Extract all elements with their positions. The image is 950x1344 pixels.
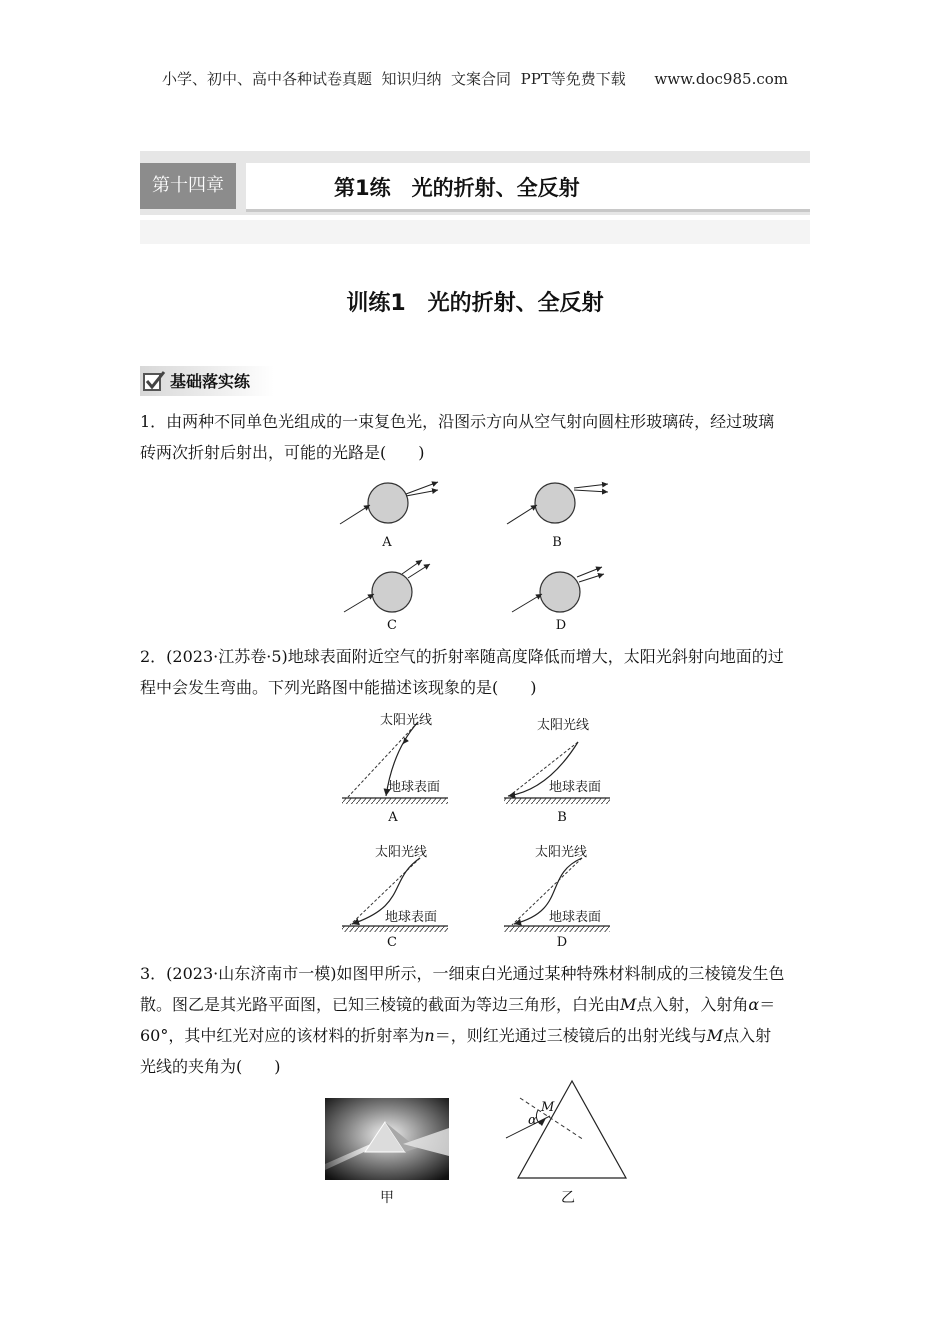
banner-title: 第1练 光的折射、全反射 (334, 176, 580, 200)
question-2-line-2: 程中会发生弯曲。下列光路图中能描述该现象的是( ) (140, 678, 537, 697)
q2-a-ground-label: 地球表面 (388, 780, 441, 795)
fig-yi-caption: 乙 (561, 1190, 575, 1206)
q1-option-c-diagram (344, 560, 430, 612)
q2-option-a-label: A (388, 810, 398, 825)
point-m-label: M (541, 1100, 555, 1115)
q2-option-d-label: D (556, 935, 568, 950)
q2-d-sun-label: 太阳光线 (535, 845, 588, 860)
q2-c-sun-label: 太阳光线 (375, 845, 428, 860)
q1-option-d-label: D (555, 618, 567, 633)
q2-d-ground-label: 地球表面 (549, 910, 602, 925)
fig-jia-caption: 甲 (380, 1190, 394, 1206)
question-3-line-3: 60°，其中红光对应的该材料的折射率为n＝，则红光通过三棱镜后的出射光线与M点入射 (140, 1026, 772, 1045)
q2-b-sun-label: 太阳光线 (537, 718, 590, 733)
page-title: 训练1 光的折射、全反射 (346, 291, 604, 316)
q1-option-d-diagram (512, 567, 604, 612)
q1-option-c-label: C (387, 618, 397, 633)
question-2-line-1: 2．(2023·江苏卷·5)地球表面附近空气的折射率随高度降低而增大，太阳光斜射向地面的过 (140, 647, 784, 666)
question-1-line-2: 砖两次折射后射出，可能的光路是( ) (140, 443, 425, 462)
q2-c-ground-label: 地球表面 (385, 910, 438, 925)
q1-option-a-diagram (340, 482, 438, 524)
question-3-line-1: 3．(2023·山东济南市一模)如图甲所示，一细束白光通过某种特殊材料制成的三棱镜发生色 (140, 964, 785, 983)
q1-option-a-label: A (382, 535, 392, 550)
q2-option-b-label: B (557, 810, 567, 825)
checkbox-icon (142, 368, 168, 394)
question-3-line-2: 散。图乙是其光路平面图，已知三棱镜的截面为等边三角形，白光由M点入射，入射角α＝ (140, 995, 776, 1014)
q2-b-ground-label: 地球表面 (549, 780, 602, 795)
prism-photo (325, 1098, 449, 1180)
q2-a-sun-label: 太阳光线 (380, 713, 433, 728)
angle-alpha-label: α (528, 1113, 537, 1128)
chapter-tag: 第十四章 (140, 163, 236, 209)
question-3-line-4: 光线的夹角为( ) (140, 1057, 281, 1076)
question-1-line-1: 1．由两种不同单色光组成的一束复色光，沿图示方向从空气射向圆柱形玻璃砖，经过玻璃 (140, 412, 775, 431)
q1-option-b-label: B (552, 535, 562, 550)
section-label: 基础落实练 (170, 372, 251, 391)
banner-shadow (140, 220, 810, 244)
prism-diagram (498, 1078, 633, 1182)
q2-option-c-label: C (387, 935, 397, 950)
site-header: 小学、初中、高中各种试卷真题 知识归纳 文案合同 PPT等免费下载 www.doc985.com (161, 70, 788, 88)
q1-option-b-diagram (507, 483, 608, 524)
